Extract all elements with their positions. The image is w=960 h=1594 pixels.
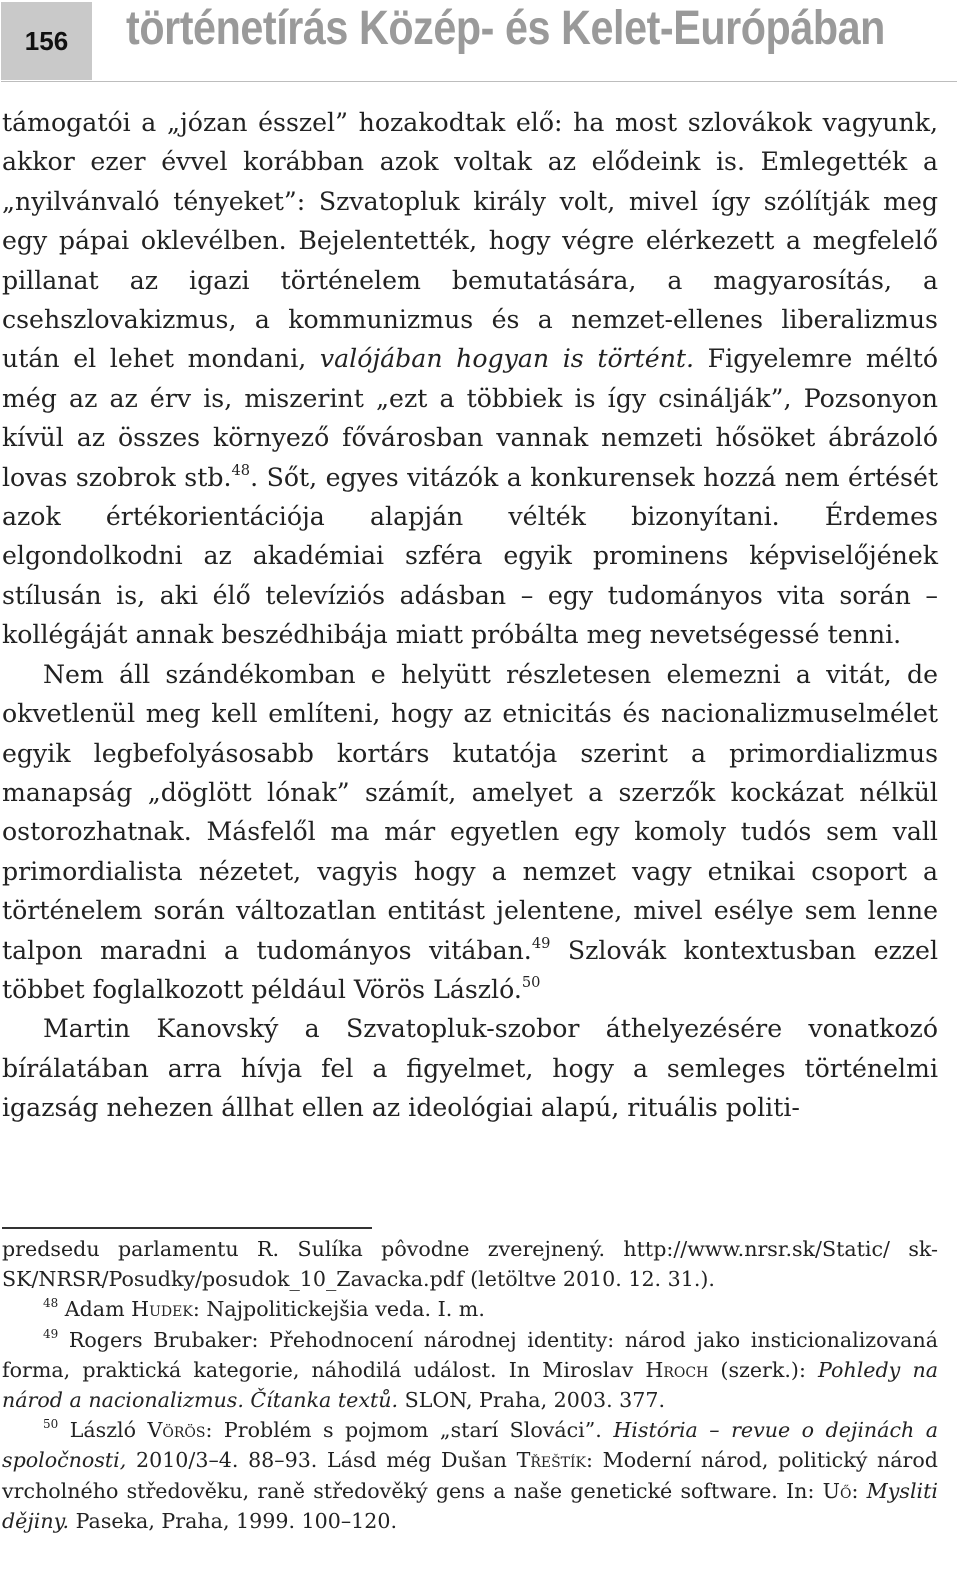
header-rule [1, 81, 957, 82]
author-name: Třeštík [516, 1448, 586, 1473]
footnote-49 [2, 1325, 938, 1416]
text-run: : Problém s pojmom „starí Slováci”. [205, 1418, 614, 1443]
footnote-number: 48 [43, 1296, 59, 1311]
footnote-ref-50: 50 [521, 973, 541, 991]
footnote-continuation: predsedu parlamentu R. Sulíka pôvodne zverejnený. http://www.nrsr.sk/Static/ sk-SK/NRSR/Posudky/posudok_10_Zavacka.pdf (letöltve 2010. 12. 31.). [2, 1237, 938, 1292]
text-run: Szlovák kontextusban ezzel többet foglalkozott például Vörös László. [2, 935, 939, 1004]
footnotes [2, 1234, 938, 1536]
text-run: SLON, Praha, 2003. 377. [398, 1388, 666, 1413]
footnote-50 [2, 1415, 938, 1536]
footnote-ref-49: 49 [531, 934, 551, 952]
text-run: Paseka, Praha, 1999. 100–120. [69, 1508, 397, 1533]
footnote-ref-48: 48 [231, 461, 251, 479]
text-run: (szerk.): [708, 1357, 819, 1382]
text-run: : Moderní národ, politický národ vrcholného středověku, raně středověký gens a naše genetické software. In: [2, 1448, 938, 1503]
text-run: Figyelemre méltó még az az érv is, miszerint „ezt a többiek is így csinálják”, Pozsonyon kívül az összes környező fővárosban vannak nemzeti hősöket ábrázoló lovas szobrok stb. [2, 344, 938, 492]
text-run: Nem áll szándékomban e helyütt részletesen elemezni a vitát, de okvetlenül meg kell említeni, hogy az etnicitás és nacionalizmuselmélet egyik legbefolyásosabb kortárs kutatója szerint a primordializmus manapság „döglött lónak” számít, amelyet a szerzők kockázat nélkül ostorozhatnak. Másfelől ma már egyetlen egy komoly tudós sem vall primordialista nézetet, vagyis hogy a nemzet vagy etnikai csoport a történelem során változatlan entitást jelentene, mivel esélye sem lenne talpon maradni a tudományos vitában. [2, 659, 938, 965]
author-name: Vörös [147, 1418, 206, 1443]
text-run: támogatói a „józan ésszel” hozakodtak elő: ha most szlovákok vagyunk, akkor ezer évvel korábban azok voltak az elődeink is. Emlegették a „nyilvánvaló tényeket”: Szvatopluk király volt, mivel így szólítják meg egy pápai oklevélben. Bejelentették, hogy végre elérkezett a megfelelő pillanat az igazi történelem bemutatására, a magyarosítás, a csehszlovakizmus, a kommunizmus és a nemzet-ellenes liberalizmus után el lehet mondani, [2, 108, 938, 374]
text-run: : Najpolitickejšia veda. I. m. [192, 1297, 485, 1322]
paragraph-1 [2, 103, 938, 655]
text-run: Adam [64, 1297, 132, 1322]
page-number: 156 [1, 2, 92, 80]
author-name: Uő [822, 1478, 852, 1503]
italic-run: valójában hogyan is történt. [319, 344, 695, 374]
text-run: : [851, 1478, 867, 1503]
paragraph-2 [2, 655, 938, 1010]
italic-run: Pohledy na národ a nacionalizmus. Čítanka textů. [2, 1357, 938, 1413]
text-run: Rogers Brubaker: Přehodnocení národnej identity: národ jako insticionalizovaná forma, praktická kategorie, náhodilá událost. In Miroslav [2, 1327, 938, 1382]
footnote-number: 49 [43, 1326, 59, 1341]
text-run: Martin Kanovský a Szvatopluk-szobor áthelyezésére vonatkozó bírálatában arra hívja fel a figyelmet, hogy a semleges történelmi igazság nehezen állhat ellen az ideológiai alapú, rituális politi- [2, 1014, 938, 1123]
text-run: . Sőt, egyes vitázók a konkurensek hozzá nem értését azok értékorientációja alapján vélték bizonyítani. Érdemes elgondolkodni az akadémiai szféra egyik prominens képviselőjének stílusán is, aki élő televíziós adásban – egy tudományos vita során – kollégáját annak beszédhibája miatt próbálta meg nevetségessé tenni. [2, 462, 938, 650]
main-text [2, 103, 938, 1128]
footnote-rule [2, 1227, 372, 1229]
author-name: Hudek [131, 1297, 193, 1322]
author-name: Hroch [645, 1357, 709, 1382]
paragraph-3 [2, 1009, 938, 1127]
italic-run: Mysliti dějiny. [2, 1478, 938, 1533]
text-run: László [69, 1418, 148, 1443]
footnote-48 [2, 1294, 938, 1324]
text-run: 2010/3–4. 88–93. Lásd még Dušan [126, 1448, 517, 1473]
page-header [0, 0, 960, 82]
footnote-number: 50 [43, 1417, 59, 1432]
italic-run: História – revue o dejinách a spoločnosti, [2, 1418, 939, 1473]
running-title: történetírás Közép- és Kelet-Európában [126, 2, 885, 55]
